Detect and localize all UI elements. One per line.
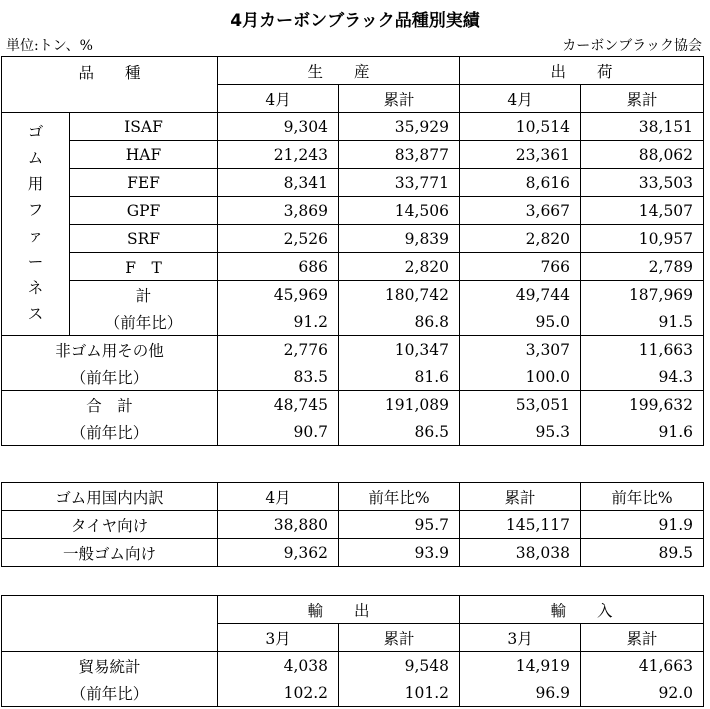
value-cell: 91.6 [581,418,704,446]
source-label: カーボンブラック協会 [562,38,702,54]
export-month-header: 3月 [218,624,339,652]
value-cell: 38,880 [218,511,339,539]
value-cell: 199,632 [581,391,704,419]
value-cell: 95.7 [339,511,460,539]
trade-corner [2,596,218,652]
value-cell: 96.9 [460,679,581,707]
trade-stats-label: 貿易統計 [2,652,218,680]
value-cell: 35,929 [339,113,460,141]
value-cell: 3,667 [460,197,581,225]
value-cell: 2,776 [218,336,339,364]
value-cell: 11,663 [581,336,704,364]
production-shipment-table [1,56,704,446]
value-cell: 92.0 [581,679,704,707]
value-cell: 33,503 [581,169,704,197]
value-cell: 10,347 [339,336,460,364]
value-cell: 9,304 [218,113,339,141]
value-cell: 38,151 [581,113,704,141]
value-cell: 93.9 [339,539,460,567]
value-cell: 21,243 [218,141,339,169]
grade-label: ISAF [70,113,218,141]
yoy-label: （前年比） [2,418,218,446]
value-cell: 91.2 [218,308,339,336]
value-cell: 83.5 [218,363,339,391]
value-cell: 14,506 [339,197,460,225]
value-cell: 766 [460,253,581,281]
yoy-label: （前年比） [2,363,218,391]
shipment-header: 出 荷 [460,57,704,85]
import-header: 輸 入 [460,596,704,624]
domestic-yoy-header: 前年比% [339,483,460,511]
value-cell: 33,771 [339,169,460,197]
domestic-header-label: ゴム用国内内訳 [2,483,218,511]
total-label: 合 計 [2,391,218,419]
non-rubber-label: 非ゴム用その他 [2,336,218,364]
category-header: 品 種 [2,57,218,113]
value-cell: 38,038 [460,539,581,567]
general-rubber-label: 一般ゴム向け [2,539,218,567]
import-cumulative-header: 累計 [581,624,704,652]
production-cumulative-header: 累計 [339,85,460,113]
value-cell: 95.0 [460,308,581,336]
value-cell: 9,548 [339,652,460,680]
grade-label: FEF [70,169,218,197]
value-cell: 9,362 [218,539,339,567]
value-cell: 180,742 [339,281,460,309]
domestic-cumulative-header: 累計 [460,483,581,511]
trade-table [1,595,704,707]
value-cell: 53,051 [460,391,581,419]
value-cell: 2,789 [581,253,704,281]
shipment-cumulative-header: 累計 [581,85,704,113]
domestic-breakdown-table [1,482,704,567]
value-cell: 3,869 [218,197,339,225]
export-header: 輸 出 [218,596,460,624]
value-cell: 48,745 [218,391,339,419]
shipment-month-header: 4月 [460,85,581,113]
value-cell: 10,957 [581,225,704,253]
value-cell: 83,877 [339,141,460,169]
domestic-month-header: 4月 [218,483,339,511]
value-cell: 45,969 [218,281,339,309]
value-cell: 94.3 [581,363,704,391]
export-cumulative-header: 累計 [339,624,460,652]
value-cell: 90.7 [218,418,339,446]
value-cell: 81.6 [339,363,460,391]
domestic-cumulative-yoy-header: 前年比% [581,483,704,511]
page-title: 4月カーボンブラック品種別実績 [230,11,480,31]
value-cell: 191,089 [339,391,460,419]
value-cell: 91.9 [581,511,704,539]
unit-label: 単位:トン、% [6,38,93,54]
value-cell: 91.5 [581,308,704,336]
value-cell: 2,526 [218,225,339,253]
import-month-header: 3月 [460,624,581,652]
grade-label: HAF [70,141,218,169]
value-cell: 102.2 [218,679,339,707]
value-cell: 49,744 [460,281,581,309]
value-cell: 686 [218,253,339,281]
value-cell: 101.2 [339,679,460,707]
value-cell: 10,514 [460,113,581,141]
grade-label: F T [70,253,218,281]
value-cell: 41,663 [581,652,704,680]
value-cell: 23,361 [460,141,581,169]
value-cell: 9,839 [339,225,460,253]
value-cell: 95.3 [460,418,581,446]
value-cell: 187,969 [581,281,704,309]
rubber-furnace-label: ゴ ム 用 フ ァ ー ネ ス [2,113,70,336]
value-cell: 4,038 [218,652,339,680]
production-header: 生 産 [218,57,460,85]
value-cell: 3,307 [460,336,581,364]
value-cell: 14,507 [581,197,704,225]
tire-label: タイヤ向け [2,511,218,539]
subtotal-label: 計 [70,281,218,309]
value-cell: 8,341 [218,169,339,197]
grade-label: GPF [70,197,218,225]
value-cell: 86.5 [339,418,460,446]
yoy-label: （前年比） [2,679,218,707]
yoy-label: （前年比） [70,308,218,336]
value-cell: 8,616 [460,169,581,197]
value-cell: 86.8 [339,308,460,336]
value-cell: 14,919 [460,652,581,680]
value-cell: 88,062 [581,141,704,169]
value-cell: 2,820 [460,225,581,253]
value-cell: 89.5 [581,539,704,567]
production-month-header: 4月 [218,85,339,113]
value-cell: 145,117 [460,511,581,539]
grade-label: SRF [70,225,218,253]
value-cell: 100.0 [460,363,581,391]
value-cell: 2,820 [339,253,460,281]
